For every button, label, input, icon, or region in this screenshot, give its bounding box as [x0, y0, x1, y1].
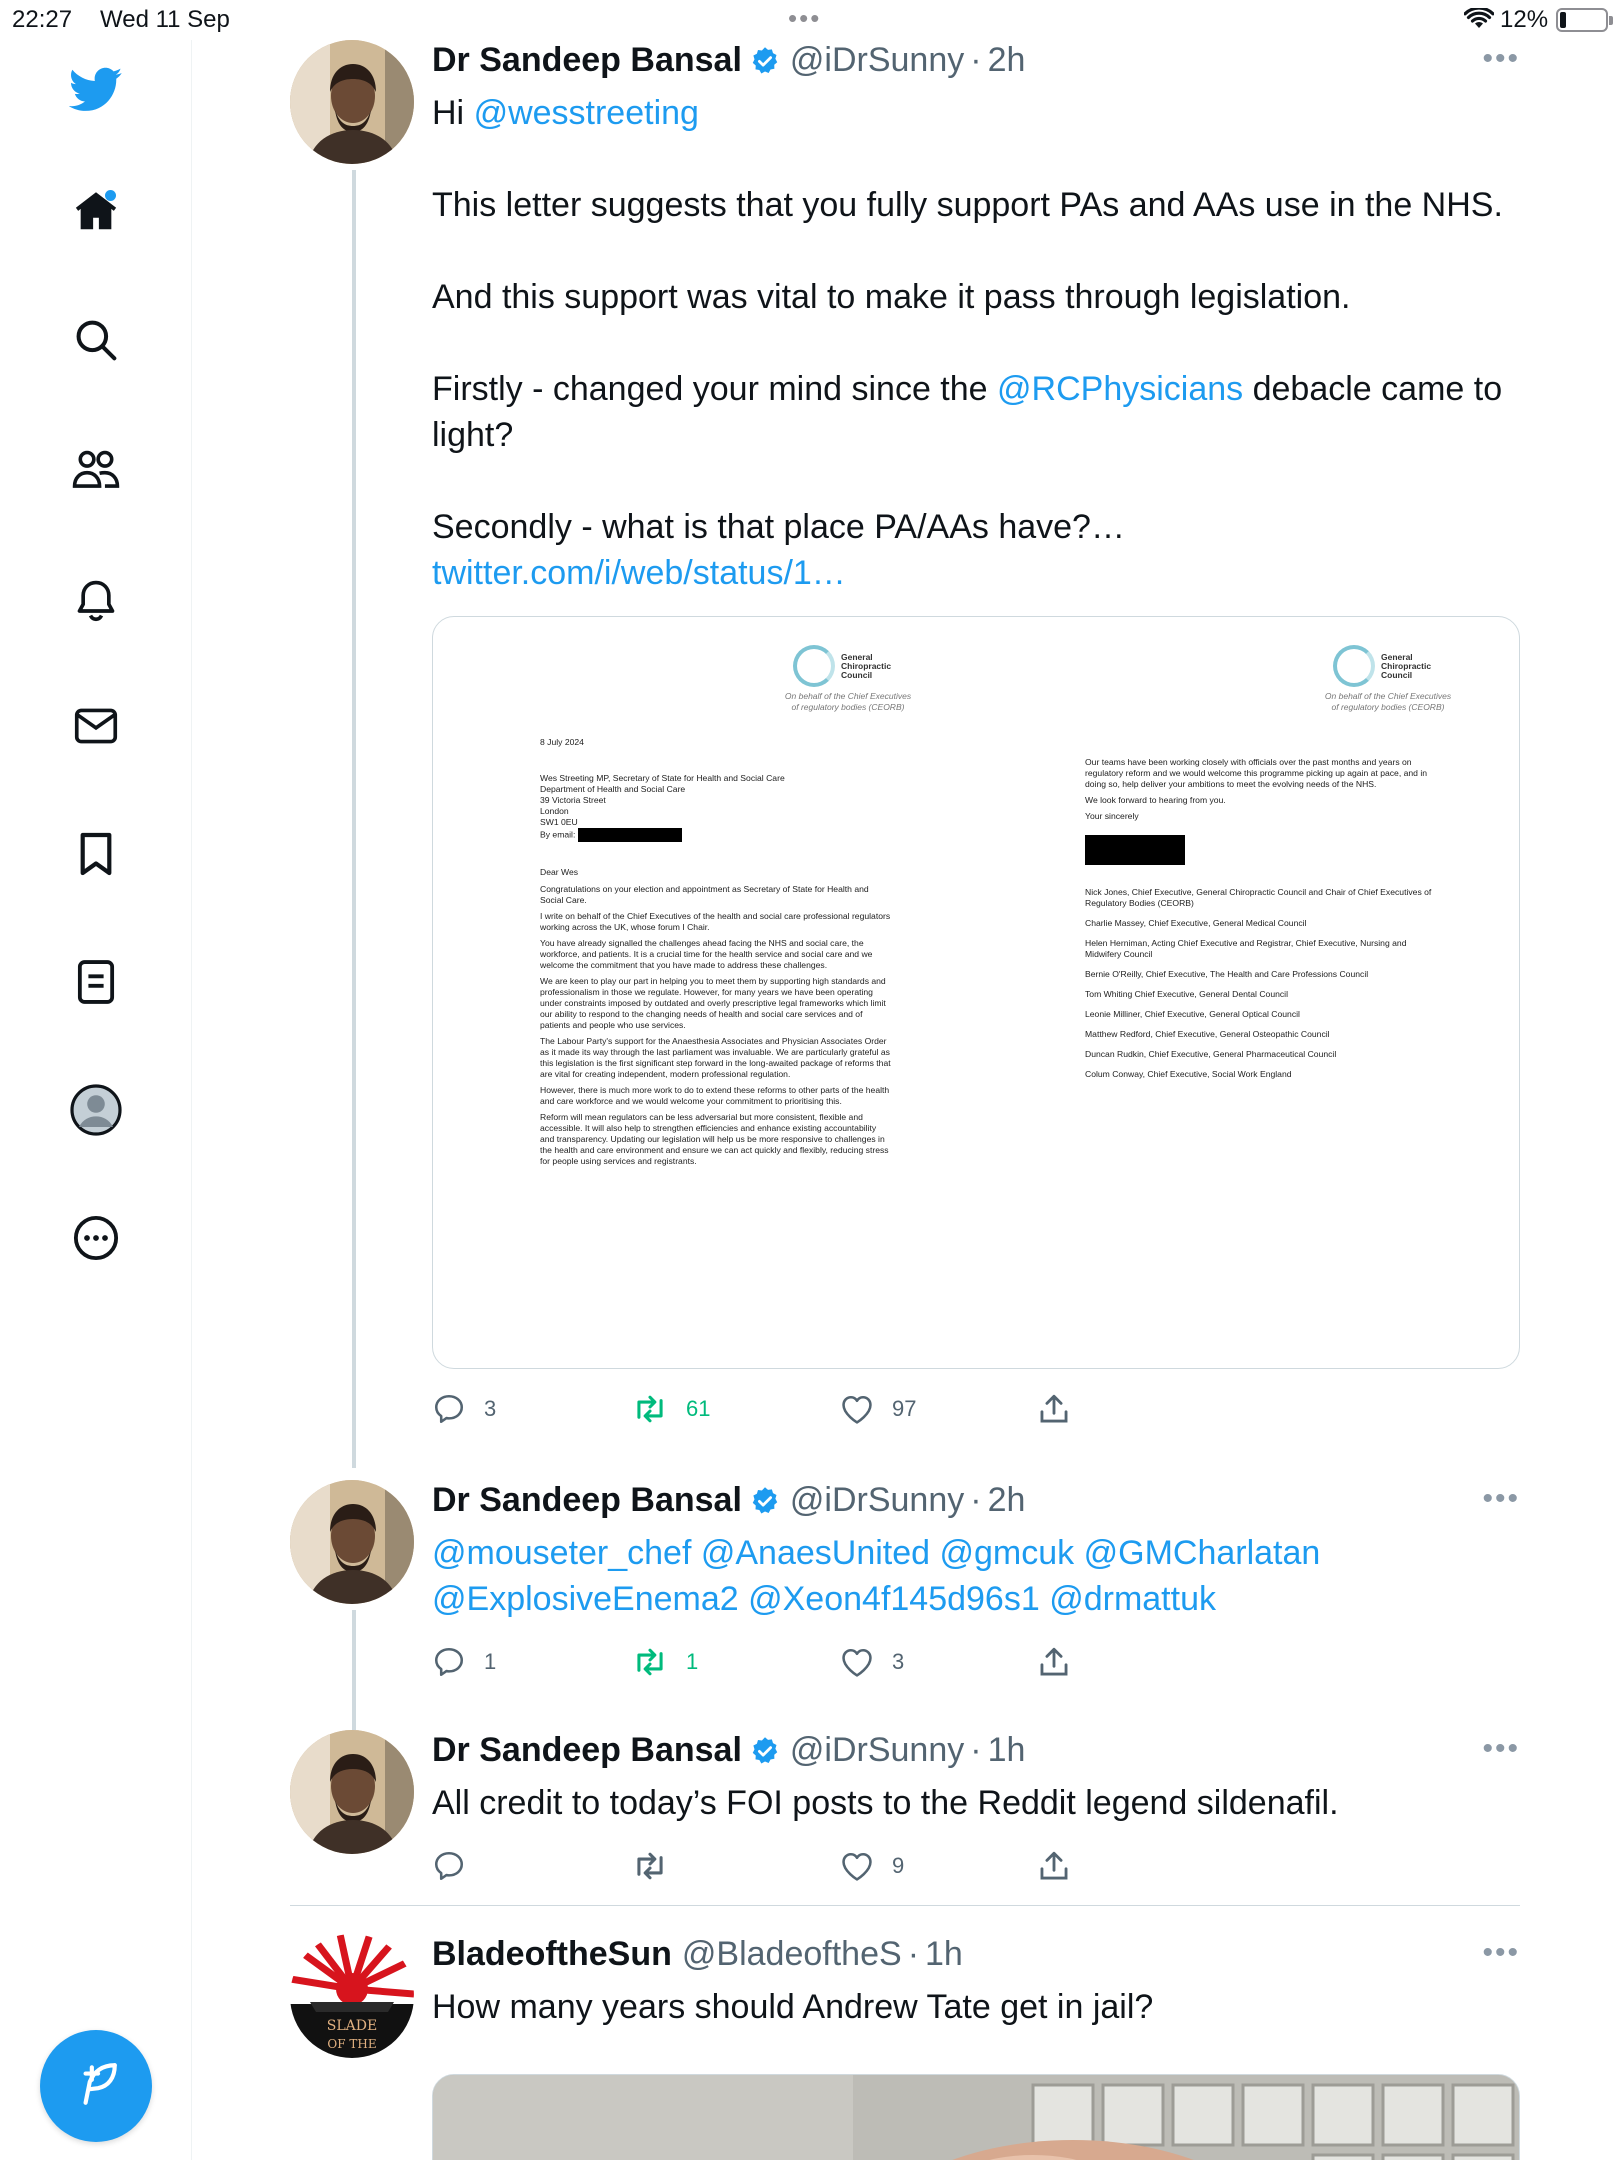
like-button[interactable]: 97	[840, 1389, 916, 1429]
timeline	[192, 0, 1620, 2160]
verified-badge-icon	[750, 1485, 780, 1515]
share-icon	[1038, 1392, 1070, 1426]
thread-connector	[352, 170, 356, 1468]
retweet-icon	[632, 1392, 668, 1426]
share-button[interactable]	[1038, 1642, 1070, 1682]
mail-icon[interactable]	[66, 696, 126, 756]
tweet-header: Dr Sandeep Bansal @iDrSunny · 1h	[432, 1731, 1026, 1769]
letter-paragraph: Our teams have been working closely with officials over the past months and years on regulatory reform and we would welcome this programme picking up again at pace, and in doing so, help deliver your ambitions to meet the evolving needs of the NHS.	[1085, 757, 1428, 789]
more-options-icon[interactable]: •••	[1482, 1732, 1520, 1765]
verified-badge-icon	[750, 45, 780, 75]
avatar[interactable]	[290, 1934, 414, 2058]
like-button[interactable]: 3	[840, 1642, 904, 1682]
like-button[interactable]: 9	[840, 1846, 904, 1886]
profile-icon[interactable]	[66, 1080, 126, 1140]
letter-signatory: Nick Jones, Chief Executive, General Chiropractic Council and Chair of Chief Executives of Regulatory Bodies (CEORB)	[1085, 887, 1432, 908]
letter-paragraph: Reform will mean regulators can be less adversarial but more consistent, flexible and accessible. It will also help to strengthen efficiencies and enhance existing accountability and transparency. Updating our legislation will help us be more responsive to challenges in the health and care environment and ensure we can act quickly and flexibly, reducing stress for people using services and registrants.	[540, 1112, 889, 1166]
twitter-bird-icon[interactable]	[66, 60, 126, 120]
council-logo: General Chiropractic Council	[793, 645, 891, 687]
tweet-text: All credit to today’s FOI posts to the Reddit legend sildenafil.	[432, 1784, 1339, 1822]
attached-image[interactable]	[432, 2074, 1520, 2160]
letter-page-2: General Chiropractic Council On behalf of the Chief Executives of regulatory bodies (CEORB) Our teams have been working closely with officials over the past months and years on regulatory reform and we would welcome this programme picking up again at pace, and in doing so, help deliver your ambitions to meet the evolving needs of the NHS. We look forward to hearing from you. Your sincerely Nick Jones, Chief Executive, General Chiropractic Council and Chair of Chief Executives of Regulatory Bodies (CEORB) Charlie Massey, Chief Executive, General Medical Council Helen Herniman, Acting Chief Executive and Registrar, Chief Executive, Nursing and Midwifery Council Bernie O'Reilly, Chief Executive, The Health and Care Professions Council Tom Whiting Chief Executive, General Dental Council Leonie Milliner, Chief Executive, General Optical Council Matthew Redford, Chief Executive, General Osteopathic Council Duncan Rudkin, Chief Executive, General Pharmaceutical Council Colum Conway, Chief Executive, Social Work England	[1033, 617, 1463, 1357]
tweet-actions	[432, 1846, 1520, 1886]
letter-signatory: Duncan Rudkin, Chief Executive, General Pharmaceutical Council	[1085, 1049, 1337, 1059]
tweet-header: Dr Sandeep Bansal @iDrSunny · 2h	[432, 1481, 1026, 1519]
tweet-time[interactable]: 1h	[925, 1935, 963, 1973]
home-icon[interactable]	[66, 182, 126, 242]
reply-icon	[432, 1849, 466, 1883]
reply-button[interactable]	[432, 1846, 466, 1886]
letter-address-line: Wes Streeting MP, Secretary of State for Health and Social Care	[540, 773, 785, 783]
retweet-button[interactable]: 61	[632, 1389, 710, 1429]
compose-feather-icon	[71, 2059, 121, 2114]
bookmark-icon[interactable]	[66, 824, 126, 884]
letter-signatory: Colum Conway, Chief Executive, Social Work England	[1085, 1069, 1292, 1079]
tweet-time[interactable]: 2h	[987, 41, 1026, 79]
svg-text:SLADE: SLADE	[326, 2018, 378, 2034]
lists-icon[interactable]	[66, 952, 126, 1012]
letter-page-1: General Chiropractic Council On behalf of the Chief Executives of regulatory bodies (CEORB) 8 July 2024 Wes Streeting MP, Secretary of State for Health and Social Care Department of Health and Social Care 39 Victoria Street London SW1 0EU By email: Dear Wes Congratulations on your election and appointment as Secretary of State for Health and Social Care. I write on behalf of the Chief Executives of the health and social care professional regulators working across the UK, whose forum I Chair. You have already signalled the challenges ahead facing the NHS and social care, the workforce, and patients. It is a crucial time for the health service and social care and we welcome the commitment that you have made to address these challenges. We are keen to play our part in helping you to meet them by supporting high standards and professionalism in those we regulate. However, for many years we have been operating under constraints imposed by outdated and overly prescriptive legal frameworks which limit our ability to respond to the changing needs of health and social care services and of patients and people who use services. The Labour Party's support for the Anaesthesia Associates and Physician Associates Order as it made its way through the last parliament was invaluable. We are particularly grateful as this legislation is the first significant step forward in the long-awaited package of reforms that are vital for creating independent, modern professional regulation. However, there is much more work to do to extend these reforms to other parts of the health and care workforce and we would welcome your commitment to prioritising this. Reform will mean regulators can be less adversarial but more consistent, flexible and accessible. It will also help to strengthen efficiencies and enhance existing accountability and transparency. Updating our legislation will help us be more responsive to challenges in the health and care environment and ensure we can act quickly and flexibly, reducing stress for people using services and registrants.	[493, 617, 923, 1357]
author-name[interactable]: Dr Sandeep Bansal	[432, 1481, 742, 1519]
letter-address-line: London	[540, 806, 569, 816]
svg-text:OF THE: OF THE	[327, 2037, 377, 2051]
author-name[interactable]: Dr Sandeep Bansal	[432, 1731, 742, 1769]
author-handle[interactable]: @iDrSunny	[789, 1731, 965, 1769]
mention-links[interactable]: @mouseter_chef @AnaesUnited @gmcuk @GMCharlatan @ExplosiveEnema2 @Xeon4f145d96s1 @drmattuk	[432, 1534, 1321, 1618]
notification-dot	[105, 190, 116, 201]
heart-icon	[840, 1646, 874, 1678]
heart-icon	[840, 1393, 874, 1425]
letter-signatory: Tom Whiting Chief Executive, General Dental Council	[1085, 989, 1288, 999]
tweet-header: BladeoftheSun @BladeoftheS · 1h	[432, 1935, 963, 1973]
letter-signatory: Charlie Massey, Chief Executive, General Medical Council	[1085, 918, 1307, 928]
letter-paragraph: The Labour Party's support for the Anaesthesia Associates and Physician Associates Order as it made its way through the last parliament was invaluable. We are particularly grateful as this legislation is the first significant step forward in the long-awaited package of reforms that are vital for creating independent, modern professional regulation.	[540, 1036, 891, 1079]
avatar[interactable]	[290, 40, 414, 164]
letter-address-line: 39 Victoria Street	[540, 795, 606, 805]
thread-connector	[352, 1610, 356, 1730]
author-handle[interactable]: @iDrSunny	[789, 41, 965, 79]
bell-icon[interactable]	[66, 570, 126, 630]
letter-paragraph: We look forward to hearing from you.	[1085, 795, 1226, 805]
more-options-icon[interactable]: •••	[1482, 42, 1520, 75]
mention-link[interactable]: @wesstreeting	[473, 94, 699, 132]
letter-paragraph: I write on behalf of the Chief Executives of the health and social care professional regulators working across the UK, whose forum I Chair.	[540, 911, 891, 932]
attached-image[interactable]	[432, 616, 1520, 1369]
letter-paragraph: Your sincerely	[1085, 811, 1139, 821]
status-time: 22:27	[12, 6, 73, 33]
tweet-actions	[432, 1389, 1520, 1429]
compose-button[interactable]	[40, 2030, 152, 2142]
avatar[interactable]	[290, 1730, 414, 1854]
tweet-actions	[432, 1642, 1520, 1682]
letter-paragraph: However, there is much more work to do to extend these reforms to other parts of the health and care workforce and we would welcome your commitment to prioritising this.	[540, 1085, 890, 1106]
tweet-divider	[290, 1905, 1520, 1906]
more-options-icon[interactable]: •••	[1482, 1482, 1520, 1515]
tweet-header: Dr Sandeep Bansal @iDrSunny · 2h	[432, 41, 1026, 79]
letter-paragraph: We are keen to play our part in helping you to meet them by supporting high standards and professionalism in those we regulate. However, for many years we have been operating under constraints imposed by outdated and overly prescriptive legal frameworks which limit our ability to respond to the changing needs of health and social care services and of patients and people who use services.	[540, 976, 886, 1030]
letter-paragraph: Congratulations on your election and appointment as Secretary of State for Health and Social Care.	[540, 884, 869, 905]
retweet-button[interactable]	[632, 1846, 668, 1886]
letter-signatory: Helen Herniman, Acting Chief Executive and Registrar, Chief Executive, Nursing and Midwifery Council	[1085, 938, 1407, 959]
heart-icon	[840, 1850, 874, 1882]
tweet-time[interactable]: 2h	[987, 1481, 1026, 1519]
multitasking-dots-icon[interactable]: •••	[788, 3, 822, 33]
status-date: Wed 11 Sep	[100, 6, 230, 33]
reply-icon	[432, 1392, 466, 1426]
avatar[interactable]	[290, 1480, 414, 1604]
retweet-icon	[632, 1849, 668, 1883]
sidebar	[0, 40, 192, 2160]
more-circle-icon[interactable]	[66, 1208, 126, 1268]
status-link[interactable]: twitter.com/i/web/status/1…	[432, 554, 846, 592]
share-icon	[1038, 1849, 1070, 1883]
tweet-text: Hi @wesstreeting This letter suggests that you fully support PAs and AAs use in the NHS. And this support was vital to make it pass through legislation. Firstly - changed your mind since the @RCPhysicians debacle came to light? Secondly - what is that place PA/AAs have?… twitter.com/i/web/status/1…	[432, 94, 1503, 592]
share-icon	[1038, 1645, 1070, 1679]
tweet-time[interactable]: 1h	[987, 1731, 1026, 1769]
share-button[interactable]	[1038, 1389, 1070, 1429]
reply-button[interactable]: 3	[432, 1389, 496, 1429]
letter-signatory: Matthew Redford, Chief Executive, General Osteopathic Council	[1085, 1029, 1330, 1039]
retweet-icon	[632, 1645, 668, 1679]
reply-button[interactable]: 1	[432, 1642, 496, 1682]
share-button[interactable]	[1038, 1846, 1070, 1886]
communities-icon[interactable]	[66, 440, 126, 500]
tweet-text: How many years should Andrew Tate get in jail?	[432, 1988, 1154, 2026]
author-handle[interactable]: @iDrSunny	[789, 1481, 965, 1519]
council-logo: General Chiropractic Council	[1333, 645, 1431, 687]
author-handle[interactable]: @BladeoftheS	[681, 1935, 902, 1973]
mention-link[interactable]: @RCPhysicians	[997, 370, 1244, 408]
author-name[interactable]: BladeoftheSun	[432, 1935, 672, 1973]
battery-percent: 12%	[1500, 6, 1549, 33]
retweet-button[interactable]: 1	[632, 1642, 698, 1682]
verified-badge-icon	[750, 1735, 780, 1765]
letter-signatory: Bernie O'Reilly, Chief Executive, The Health and Care Professions Council	[1085, 969, 1369, 979]
reply-icon	[432, 1645, 466, 1679]
letter-signatory: Leonie Milliner, Chief Executive, General Optical Council	[1085, 1009, 1300, 1019]
author-name[interactable]: Dr Sandeep Bansal	[432, 41, 742, 79]
more-options-icon[interactable]: •••	[1482, 1936, 1520, 1969]
letter-paragraph: You have already signalled the challenges ahead facing the NHS and social care, the workforce, and patients. It is a crucial time for the health service and social care and we welcome the commitment that you have made to address these challenges.	[540, 938, 873, 970]
search-icon[interactable]	[66, 310, 126, 370]
letter-address-line: Department of Health and Social Care	[540, 784, 686, 794]
letter-address-line: SW1 0EU	[540, 817, 578, 827]
